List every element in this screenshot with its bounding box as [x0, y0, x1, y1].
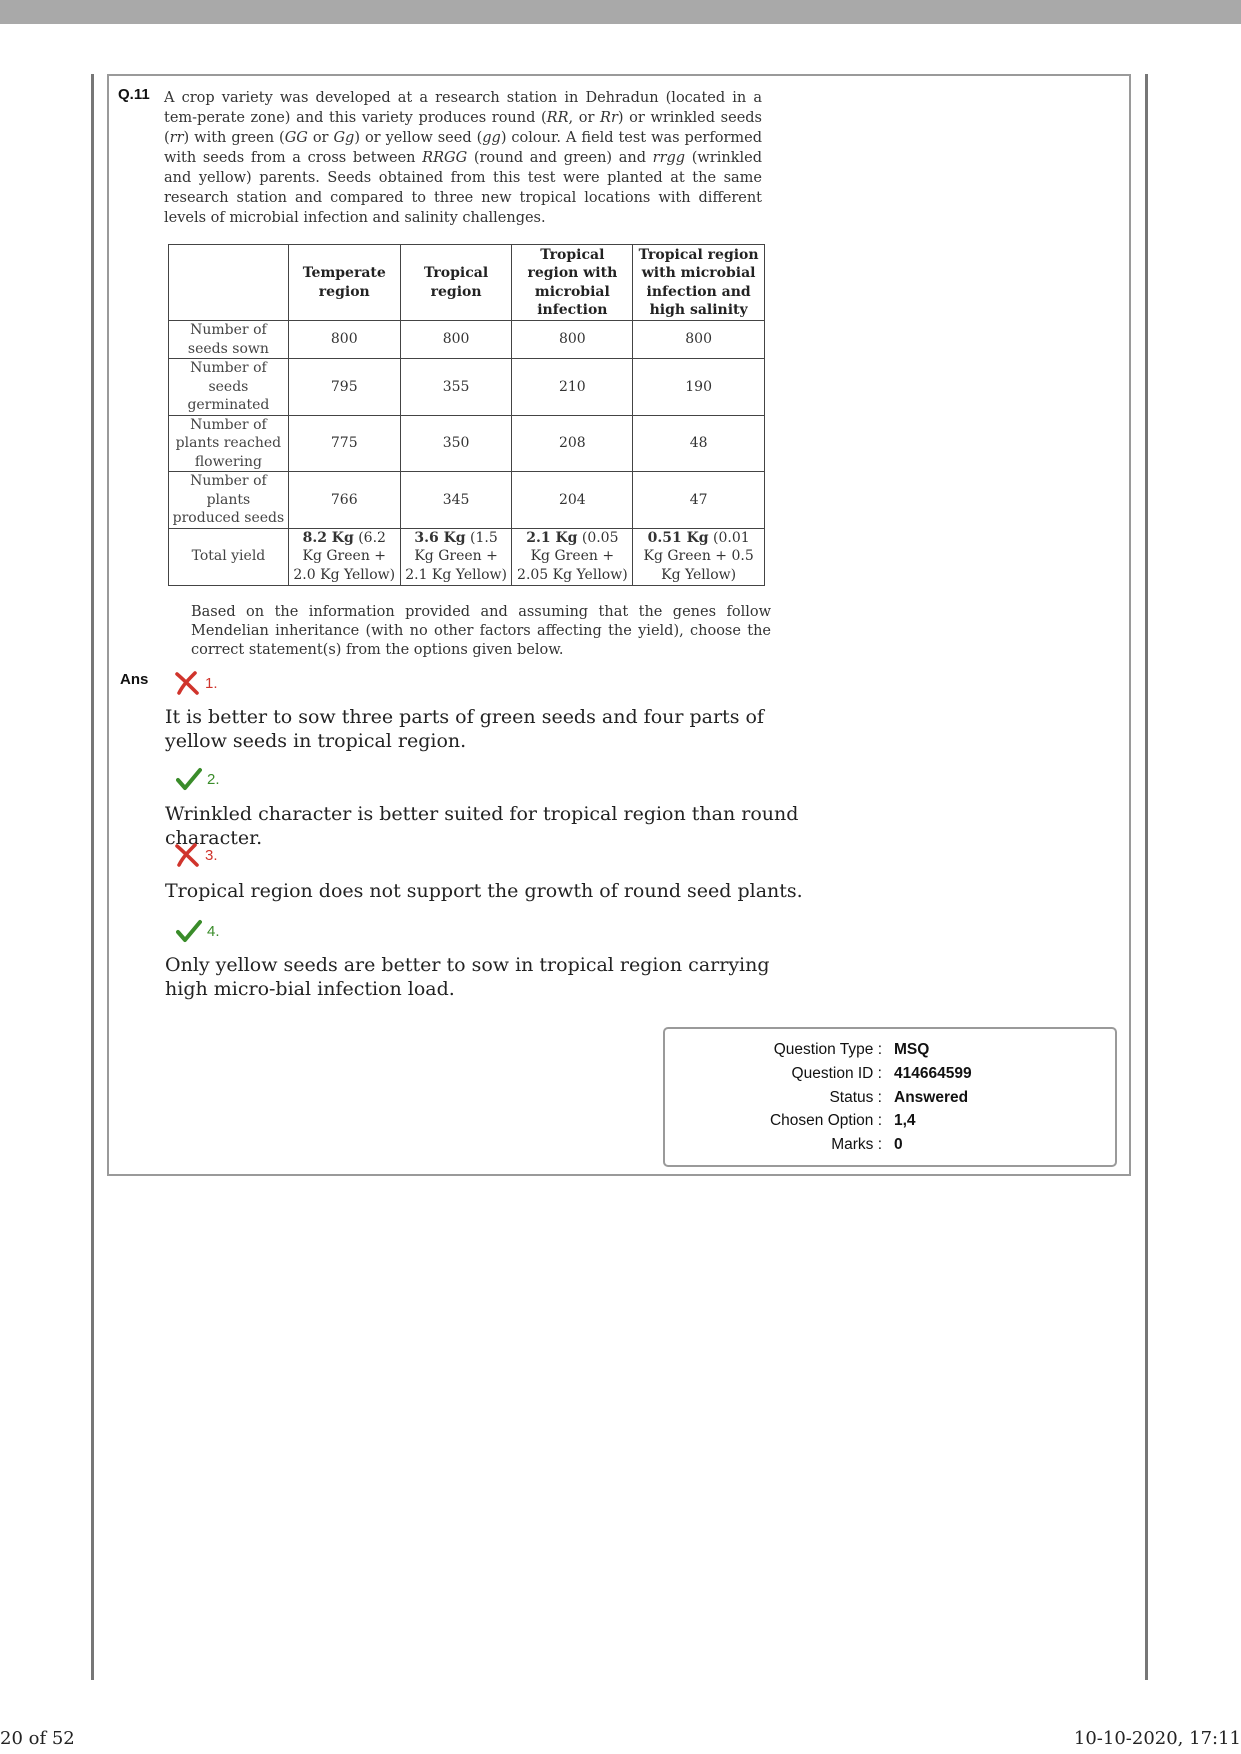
- yield-total: 0.51 Kg: [647, 529, 709, 546]
- option-3-text: Tropical region does not support the growth of round seed plants.: [165, 880, 803, 902]
- question-text-part: ) or yellow seed (: [354, 130, 483, 146]
- check-icon: [176, 919, 202, 943]
- table-row: [169, 472, 765, 529]
- table-cell: 190: [633, 359, 765, 416]
- info-key: Question ID :: [791, 1065, 882, 1082]
- option-2-marker: [176, 767, 220, 791]
- table-cell: 345: [400, 472, 512, 529]
- row-label: Number of plants produced seeds: [169, 472, 289, 529]
- table-cell: 800: [633, 321, 765, 359]
- info-row-chosen: [665, 1112, 1115, 1136]
- info-value: 0: [894, 1136, 903, 1153]
- info-row-type: [665, 1041, 1115, 1065]
- info-row-marks: [665, 1136, 1115, 1160]
- genotype: rrgg: [652, 150, 686, 166]
- table-row: [169, 528, 765, 585]
- table-cell: [400, 528, 512, 585]
- table-cell: 210: [512, 359, 633, 416]
- table-cell: [512, 528, 633, 585]
- table-cell: 795: [288, 359, 400, 416]
- option-number: 3.: [205, 846, 218, 864]
- info-key: Question Type :: [773, 1041, 882, 1058]
- check-icon: [176, 767, 202, 791]
- table-header-row: [169, 245, 765, 321]
- genotype: GG: [284, 130, 308, 146]
- option-2-text: Wrinkled character is better suited for tropical region than round character.: [165, 803, 799, 849]
- genotype: RRGG: [422, 150, 468, 166]
- yield-breakdown: (6.2 Kg Green + 2.0 Kg Yellow): [293, 529, 396, 583]
- table-cell: 47: [633, 472, 765, 529]
- table-row: [169, 359, 765, 416]
- question-text-part: (wrinkled and yellow) parents. Seeds obtained from this test were planted at the same research station and compared to three new tropical locations with different levels of microbial infection and salinity challenges.: [164, 150, 762, 226]
- info-row-status: [665, 1089, 1115, 1113]
- table-cell: 775: [288, 415, 400, 472]
- question-text-part: or: [307, 130, 334, 146]
- option-4-marker: [176, 919, 220, 943]
- question-text: [164, 88, 762, 228]
- table-cell: 800: [512, 321, 633, 359]
- question-text-part: (round and green) and: [467, 150, 653, 166]
- option-number: 2.: [207, 770, 220, 788]
- top-bar: [0, 0, 1241, 24]
- answer-label: Ans: [120, 671, 149, 688]
- row-label: Number of seeds sown: [169, 321, 289, 359]
- table-header-cell: Tropical region with microbial infection: [512, 245, 633, 321]
- yield-breakdown: (0.01 Kg Green + 0.5 Kg Yellow): [643, 529, 754, 583]
- info-value: 414664599: [894, 1065, 972, 1082]
- option-number: 4.: [207, 922, 220, 940]
- info-row-id: [665, 1065, 1115, 1089]
- genotype: RR: [546, 110, 569, 126]
- option-4-text: Only yellow seeds are better to sow in tropical region carrying high micro-bial infection load.: [165, 954, 770, 1000]
- table-header-cell: Temperate region: [288, 245, 400, 321]
- page-number: 20 of 52: [0, 1728, 75, 1749]
- yield-total: 3.6 Kg: [414, 529, 466, 546]
- right-margin-line: [1145, 74, 1148, 1680]
- table-cell: 800: [288, 321, 400, 359]
- question-followup: Based on the information provided and assuming that the genes follow Mendelian inheritance (with no other factors affecting the yield), choose the correct statement(s) from the options given below.: [191, 604, 771, 658]
- table-cell: 355: [400, 359, 512, 416]
- row-label: Number of plants reached flowering: [169, 415, 289, 472]
- table-cell: [633, 528, 765, 585]
- option-number: 1.: [205, 674, 218, 692]
- table-header-cell: Tropical region with microbial infection and high salinity: [633, 245, 765, 321]
- info-key: Marks :: [831, 1136, 882, 1153]
- genotype: Gg: [333, 130, 355, 146]
- cross-icon: [174, 843, 200, 867]
- left-margin-line: [91, 74, 94, 1680]
- table-cell: 766: [288, 472, 400, 529]
- info-value: MSQ: [894, 1041, 930, 1058]
- table-cell: 800: [400, 321, 512, 359]
- info-value: Answered: [894, 1089, 969, 1106]
- yield-breakdown: (1.5 Kg Green + 2.1 Kg Yellow): [405, 529, 507, 583]
- question-text-part: ) or wrinkled seeds (: [164, 110, 762, 146]
- table-cell: 208: [512, 415, 633, 472]
- option-3-marker: [174, 843, 218, 867]
- row-label: Number of seeds germinated: [169, 359, 289, 416]
- info-key: Chosen Option :: [769, 1112, 882, 1129]
- print-datetime: 10-10-2020, 17:11: [1073, 1728, 1241, 1749]
- cross-icon: [174, 671, 200, 695]
- row-label: Total yield: [169, 528, 289, 585]
- results-table: [168, 244, 765, 586]
- table-row: [169, 321, 765, 359]
- table-header-cell: Tropical region: [400, 245, 512, 321]
- yield-total: 2.1 Kg: [526, 529, 578, 546]
- table-cell: 48: [633, 415, 765, 472]
- question-text-part: A crop variety was developed at a research station in Dehradun (located in a tem-perate zone) and this variety produces round (: [164, 90, 762, 126]
- question-text-part: ) with green (: [183, 130, 285, 146]
- table-cell: [288, 528, 400, 585]
- table-row: [169, 415, 765, 472]
- table-cell: 350: [400, 415, 512, 472]
- genotype: rr: [169, 130, 184, 146]
- table-header-cell: [169, 245, 289, 321]
- question-number: Q.11: [118, 86, 150, 103]
- info-key: Status :: [829, 1089, 882, 1106]
- question-text-part: , or: [568, 110, 601, 126]
- option-1-marker: [174, 671, 218, 695]
- question-info-box: [663, 1027, 1117, 1167]
- info-value: 1,4: [894, 1112, 916, 1129]
- question-text-part: ) colour. A field test was performed with seeds from a cross between: [164, 130, 762, 166]
- genotype: Rr: [600, 110, 618, 126]
- yield-total: 8.2 Kg: [302, 529, 354, 546]
- yield-breakdown: (0.05 Kg Green + 2.05 Kg Yellow): [517, 529, 628, 583]
- option-1-text: It is better to sow three parts of green seeds and four parts of yellow seeds in tropical region.: [165, 706, 764, 752]
- table-cell: 204: [512, 472, 633, 529]
- genotype: gg: [482, 130, 501, 146]
